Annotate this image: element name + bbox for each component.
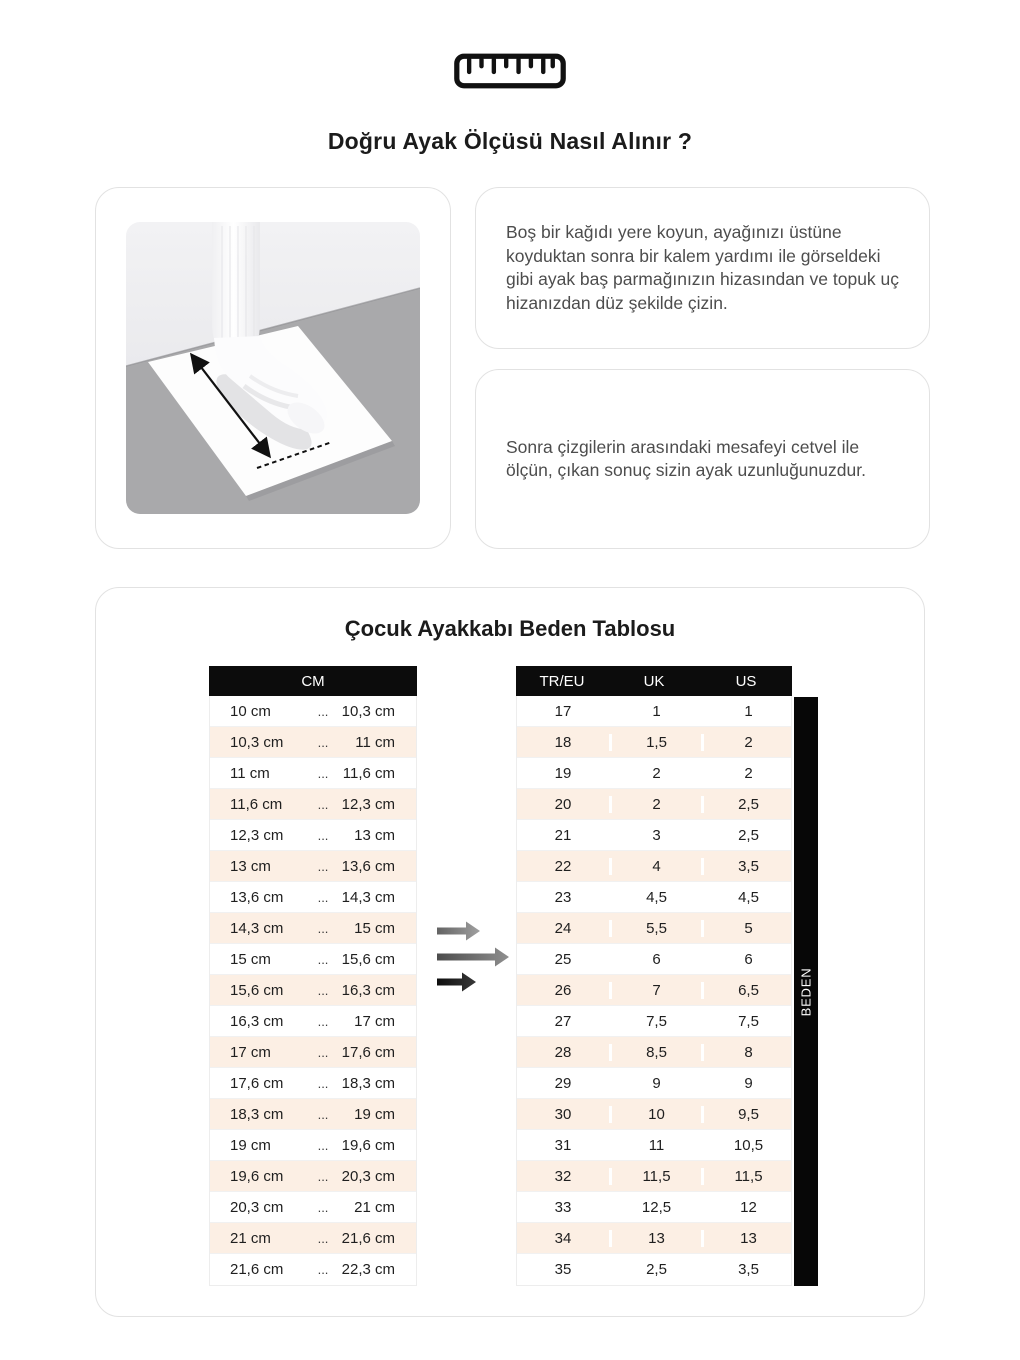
tr-eu-cell: 17 xyxy=(554,702,572,720)
cm-max-cell: 15 cm xyxy=(354,919,395,937)
us-cell: 2,5 xyxy=(701,827,793,844)
cm-min-cell: 21,6 cm xyxy=(230,1261,284,1278)
uk-cell: 8,5 xyxy=(609,1044,701,1061)
tr-eu-cell: 28 xyxy=(554,1043,572,1061)
us-cell: 6 xyxy=(701,951,793,968)
cm-table-row xyxy=(210,758,416,789)
cm-min-cell: 17 cm xyxy=(230,1043,271,1061)
cm-min-cell: 14,3 cm xyxy=(230,919,284,937)
tr-eu-cell: 20 xyxy=(554,795,572,813)
us-cell: 4,5 xyxy=(701,889,793,906)
size-table-row xyxy=(517,1099,791,1130)
cm-max-cell: 13 cm xyxy=(354,826,395,844)
cm-max-cell: 16,3 cm xyxy=(341,981,395,999)
cm-max-cell: 20,3 cm xyxy=(341,1167,395,1185)
instruction-step-1: Boş bir kağıdı yere koyun, ayağınızı üstüne koyduktan sonra bir kalem yardımı ile görseldeki gibi ayak baş parmağınızın hizasından ve topuk uç hizanızdan düz şekilde çizin. xyxy=(506,222,900,313)
us-cell: 9 xyxy=(701,1075,793,1092)
tr-eu-cell: 30 xyxy=(554,1105,572,1123)
range-dots: ... xyxy=(317,1106,329,1122)
uk-cell: 12,5 xyxy=(609,1199,701,1216)
uk-cell: 2 xyxy=(609,796,701,813)
cm-max-cell: 15,6 cm xyxy=(341,950,395,968)
us-cell: 8 xyxy=(701,1044,793,1061)
tr-eu-cell: 23 xyxy=(554,888,572,906)
range-dots: ... xyxy=(317,796,329,812)
cm-max-cell: 13,6 cm xyxy=(341,857,395,875)
uk-cell: 4 xyxy=(609,858,701,875)
cm-max-cell: 21,6 cm xyxy=(341,1229,395,1247)
cm-min-cell: 12,3 cm xyxy=(230,826,284,844)
cm-table-row xyxy=(210,913,416,944)
us-cell: 7,5 xyxy=(701,1013,793,1030)
page-title: Doğru Ayak Ölçüsü Nasıl Alınır ? xyxy=(327,128,693,154)
uk-cell: 10 xyxy=(609,1106,701,1123)
tr-eu-cell: 29 xyxy=(554,1074,572,1092)
cm-min-cell: 19 cm xyxy=(230,1136,271,1154)
uk-cell: 11 xyxy=(609,1137,701,1154)
tr-eu-cell: 22 xyxy=(554,857,572,875)
cm-min-cell: 15,6 cm xyxy=(230,981,284,999)
cm-max-cell: 17 cm xyxy=(354,1012,395,1030)
range-dots: ... xyxy=(317,1262,329,1277)
us-cell: 6,5 xyxy=(701,982,793,999)
range-dots: ... xyxy=(317,951,329,967)
us-cell: 3,5 xyxy=(701,858,793,875)
beden-bar xyxy=(794,697,818,1286)
size-table-row xyxy=(517,944,791,975)
range-dots: ... xyxy=(317,1168,329,1184)
size-table-row xyxy=(517,913,791,944)
us-cell: 11,5 xyxy=(701,1168,793,1185)
range-dots: ... xyxy=(317,1137,329,1153)
cm-min-cell: 10,3 cm xyxy=(230,733,284,751)
transfer-arrows-icon xyxy=(435,920,511,992)
cm-table-row xyxy=(210,1130,416,1161)
cm-min-cell: 19,6 cm xyxy=(230,1167,284,1185)
uk-header: UK xyxy=(643,672,665,690)
cm-table-row xyxy=(210,1006,416,1037)
range-dots: ... xyxy=(317,765,329,781)
tr-eu-cell: 24 xyxy=(554,919,572,937)
uk-cell: 1,5 xyxy=(609,734,701,751)
us-cell: 3,5 xyxy=(701,1261,793,1278)
tr-eu-cell: 26 xyxy=(554,981,572,999)
cm-max-cell: 12,3 cm xyxy=(341,795,395,813)
us-cell: 9,5 xyxy=(701,1106,793,1123)
foot-measurement-photo xyxy=(126,222,420,514)
size-tables xyxy=(209,666,924,1286)
cm-table-row xyxy=(210,944,416,975)
cm-table-row xyxy=(210,1037,416,1068)
size-table-header xyxy=(516,666,792,696)
cm-max-cell: 11,6 cm xyxy=(342,764,395,782)
uk-cell: 7,5 xyxy=(609,1013,701,1030)
cm-min-cell: 15 cm xyxy=(230,950,271,968)
cm-table-row xyxy=(210,1068,416,1099)
foot-photo-card xyxy=(95,187,451,549)
uk-cell: 7 xyxy=(609,982,701,999)
cm-table-row xyxy=(210,696,416,727)
us-cell: 2 xyxy=(701,765,793,782)
us-cell: 2 xyxy=(701,734,793,751)
cm-table-row xyxy=(210,1192,416,1223)
size-table-row xyxy=(517,696,791,727)
range-dots: ... xyxy=(317,920,329,936)
cm-min-cell: 11 cm xyxy=(230,764,270,782)
size-table-row xyxy=(517,1161,791,1192)
beden-label: BEDEN xyxy=(798,967,814,1016)
range-dots: ... xyxy=(317,1199,329,1215)
uk-cell: 1 xyxy=(609,703,701,720)
uk-cell: 2 xyxy=(609,765,701,782)
size-table-row xyxy=(517,727,791,758)
us-cell: 1 xyxy=(701,703,793,720)
size-table-row xyxy=(517,1006,791,1037)
range-dots: ... xyxy=(317,703,329,719)
size-table-row xyxy=(517,820,791,851)
range-dots: ... xyxy=(317,734,329,750)
cm-table-row xyxy=(210,1161,416,1192)
cm-max-cell: 19,6 cm xyxy=(341,1136,395,1154)
tr-eu-cell: 25 xyxy=(554,950,572,968)
range-dots: ... xyxy=(317,982,329,998)
range-dots: ... xyxy=(317,858,329,874)
cm-table-row xyxy=(210,1254,416,1285)
cm-max-cell: 11 cm xyxy=(355,733,395,751)
size-table-body xyxy=(516,696,792,1286)
cm-min-cell: 16,3 cm xyxy=(230,1012,284,1030)
instruction-card-2 xyxy=(475,369,930,549)
cm-table-row xyxy=(210,1223,416,1254)
uk-cell: 2,5 xyxy=(609,1261,701,1278)
range-dots: ... xyxy=(317,889,329,905)
international-size-table xyxy=(516,666,792,1286)
range-dots: ... xyxy=(317,1230,329,1246)
instruction-texts xyxy=(475,187,930,549)
cm-min-cell: 10 cm xyxy=(230,702,271,720)
cm-min-cell: 21 cm xyxy=(230,1229,271,1247)
cm-table-row xyxy=(210,882,416,913)
size-table-row xyxy=(517,975,791,1006)
range-dots: ... xyxy=(317,1075,329,1091)
size-table-row xyxy=(517,882,791,913)
instructions-section xyxy=(95,187,930,549)
uk-cell: 6 xyxy=(609,951,701,968)
range-dots: ... xyxy=(317,1013,329,1029)
us-cell: 2,5 xyxy=(701,796,793,813)
size-table-row xyxy=(517,1068,791,1099)
cm-table-row xyxy=(210,851,416,882)
cm-table-row xyxy=(210,820,416,851)
cm-table-row xyxy=(210,727,416,758)
cm-max-cell: 21 cm xyxy=(354,1198,395,1216)
tr-eu-cell: 27 xyxy=(554,1012,572,1030)
cm-min-cell: 13 cm xyxy=(230,857,271,875)
cm-min-cell: 11,6 cm xyxy=(230,795,283,813)
size-table-row xyxy=(517,1223,791,1254)
cm-min-cell: 20,3 cm xyxy=(230,1198,284,1216)
tr-eu-cell: 32 xyxy=(554,1167,572,1185)
uk-cell: 11,5 xyxy=(609,1168,701,1185)
tr-eu-cell: 35 xyxy=(554,1261,572,1278)
tr-eu-cell: 19 xyxy=(554,764,572,782)
cm-min-cell: 17,6 cm xyxy=(230,1074,284,1092)
cm-max-cell: 14,3 cm xyxy=(341,888,395,906)
size-table-title: Çocuk Ayakkabı Beden Tablosu xyxy=(344,616,676,641)
uk-cell: 3 xyxy=(609,827,701,844)
uk-cell: 13 xyxy=(609,1230,701,1247)
size-table-row xyxy=(517,758,791,789)
sock-leg xyxy=(212,222,260,354)
size-table-row xyxy=(517,789,791,820)
range-dots: ... xyxy=(317,1044,329,1060)
size-table-row xyxy=(517,1130,791,1161)
cm-table-row xyxy=(210,1099,416,1130)
tr-eu-cell: 18 xyxy=(554,733,572,751)
us-cell: 12 xyxy=(701,1199,793,1216)
tr-eu-cell: 31 xyxy=(554,1136,572,1154)
us-header: US xyxy=(735,672,757,690)
cm-min-cell: 13,6 cm xyxy=(230,888,284,906)
cm-max-cell: 22,3 cm xyxy=(341,1261,395,1278)
uk-cell: 5,5 xyxy=(609,920,701,937)
cm-table-row xyxy=(210,789,416,820)
cm-max-cell: 17,6 cm xyxy=(341,1043,395,1061)
cm-table-header: CM xyxy=(209,666,417,696)
table-gap xyxy=(417,666,516,1286)
size-table-row xyxy=(517,1254,791,1285)
us-cell: 13 xyxy=(701,1230,793,1247)
tr-eu-cell: 33 xyxy=(554,1198,572,1216)
cm-max-cell: 10,3 cm xyxy=(341,702,395,720)
size-table-row xyxy=(517,851,791,882)
cm-max-cell: 18,3 cm xyxy=(341,1074,395,1092)
cm-table-body xyxy=(209,696,417,1286)
tr-eu-header: TR/EU xyxy=(539,672,585,690)
us-cell: 5 xyxy=(701,920,793,937)
us-cell: 10,5 xyxy=(701,1137,793,1154)
cm-table xyxy=(209,666,417,1286)
ruler-icon xyxy=(451,52,569,90)
tr-eu-cell: 21 xyxy=(554,826,572,844)
size-table-row xyxy=(517,1192,791,1223)
uk-cell: 9 xyxy=(609,1075,701,1092)
uk-cell: 4,5 xyxy=(609,889,701,906)
page-header xyxy=(0,0,1020,155)
range-dots: ... xyxy=(317,827,329,843)
instruction-step-2: Sonra çizgilerin arasındaki mesafeyi cetvel ile ölçün, çıkan sonuç sizin ayak uzunluğunuzdur. xyxy=(506,436,866,480)
size-table-card xyxy=(95,587,925,1317)
tr-eu-cell: 34 xyxy=(554,1229,572,1247)
instruction-card-1 xyxy=(475,187,930,349)
cm-min-cell: 18,3 cm xyxy=(230,1105,284,1123)
size-table-row xyxy=(517,1037,791,1068)
cm-table-row xyxy=(210,975,416,1006)
cm-max-cell: 19 cm xyxy=(354,1105,395,1123)
